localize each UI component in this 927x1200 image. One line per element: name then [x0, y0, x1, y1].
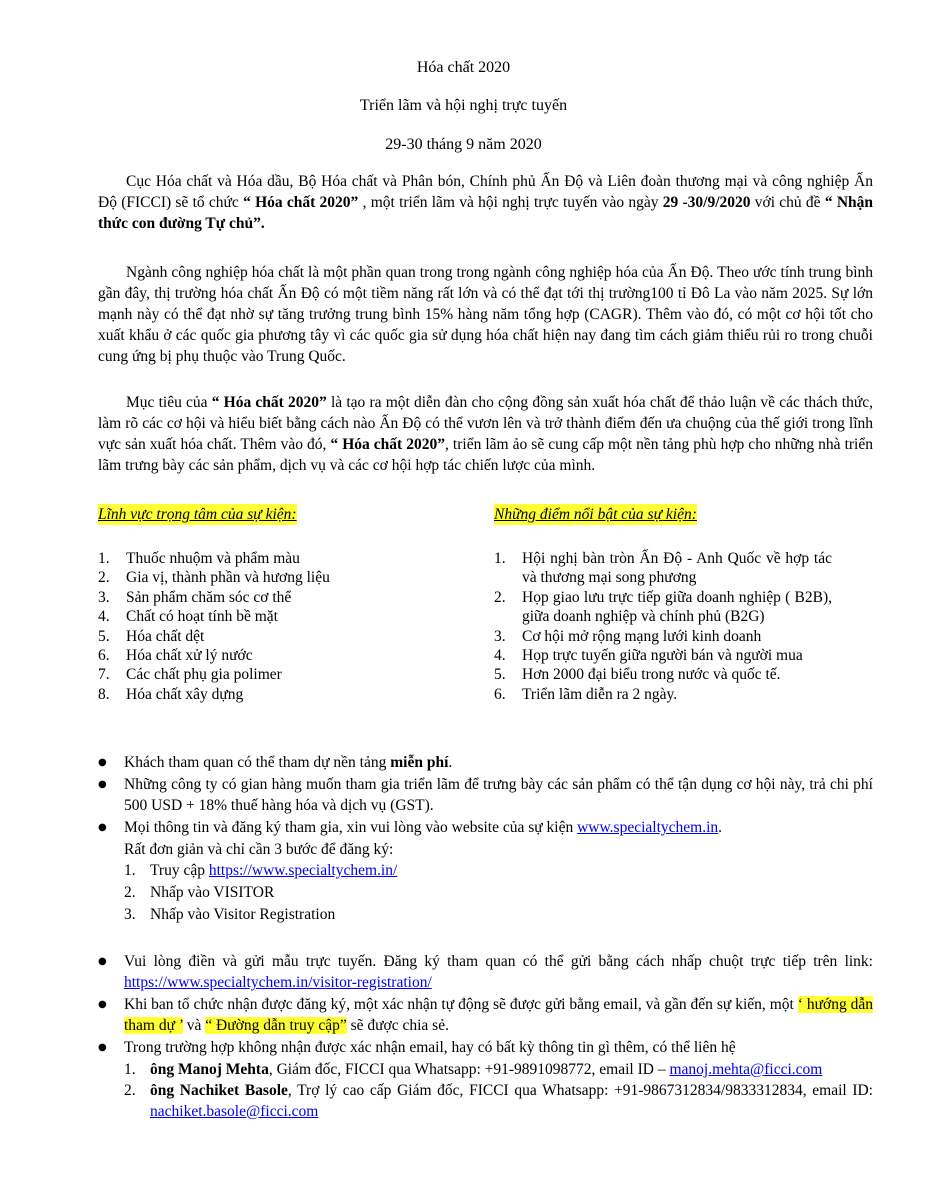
list-text: Họp trực tuyến giữa người bán và người mua — [522, 647, 803, 665]
industry-paragraph: Ngành công nghiệp hóa chất là một phần quan trong trong ngành công nghiệp hóa của Ấn Độ. Theo ước tính trung bình gần đây, thị trường hóa chất Ấn Độ có một tiềm năng rất lớn và có thể đạt tới thị trường100 tỉ Đô La vào năm 2025. Sự lớn mạnh này có thể đạt nhờ sự tăng trưởng trung bình 15% hàng năm tổng hợp (CAGR). Thêm vào đó, có một cơ hội tốt cho xuất khẩu ở các quốc gia phương tây vì các quốc gia sử dụng hóa chất hiện nay đang tìm cách giảm thiểu rủi ro trong chuỗi cung ứng bị phụ thuộc vào Trung Quốc. — [98, 264, 873, 365]
bullet-online-form — [98, 951, 873, 993]
bullet-free-admission — [98, 752, 873, 773]
text-run: Mọi thông tin và đăng ký tham gia, xin vui lòng vào website của sự kiện — [124, 819, 578, 836]
bullet-dot-icon: ● — [98, 999, 107, 1010]
text-run: Trong trường hợp không nhận được xác nhận email, hay có bất kỳ thông tin gì thêm, có thể liên hệ — [124, 1039, 736, 1056]
bullet-dot-icon: ● — [98, 956, 107, 967]
document-title: Hóa chất 2020 — [416, 59, 511, 76]
text-run: Mục tiêu của — [126, 394, 212, 411]
text-run: , một triển lãm và hội nghị trực tuyến vào ngày — [362, 194, 663, 211]
list-text: Thuốc nhuộm và phẩm màu — [126, 550, 300, 567]
highlights-heading: Những điểm nổi bật của sự kiện: — [494, 506, 697, 523]
list-text: Truy cập — [150, 862, 209, 879]
text-run: với chủ đề — [750, 194, 825, 211]
homepage-link[interactable]: https://www.specialtychem.in/ — [208, 862, 398, 879]
list-text: Các chất phụ gia polimer — [126, 666, 282, 684]
list-text: Hóa chất xây dựng — [126, 685, 244, 703]
list-number: 4. — [494, 647, 506, 665]
free-bold: miễn phí — [390, 754, 449, 771]
bullet-dot-icon: ● — [98, 779, 107, 790]
list-number: 6. — [98, 647, 110, 665]
bullet-dot-icon: ● — [98, 1042, 107, 1053]
list-item — [494, 627, 832, 646]
event-name-bold: “ Hóa chất 2020” — [243, 194, 363, 211]
highlighted-guide: ‘ hướng dẫn tham dự ’ — [124, 996, 873, 1034]
highlights-section — [494, 504, 832, 704]
contacts-list — [98, 1059, 873, 1122]
list-text: Hơn 2000 đại biểu trong nước và quốc tế. — [522, 666, 781, 684]
list-text: Chất có hoạt tính bề mặt — [126, 608, 278, 626]
list-item — [124, 904, 873, 926]
list-text: Nhấp vào VISITOR — [150, 884, 275, 901]
list-number: 1. — [124, 1061, 136, 1078]
contact-text: , Giám đốc, FICCI qua Whatsapp: +91-9891098772, email ID – — [268, 1061, 670, 1078]
list-item — [98, 646, 388, 665]
contact-email-link[interactable]: nachiket.basole@ficci.com — [150, 1103, 319, 1120]
list-text: Hóa chất xử lý nước — [126, 647, 253, 665]
contact-email-link[interactable]: manoj.mehta@ficci.com — [669, 1061, 823, 1078]
list-item — [98, 568, 388, 587]
list-number: 2. — [494, 588, 506, 606]
list-item — [494, 665, 832, 684]
list-number: 3. — [124, 906, 136, 923]
text-run: . — [718, 819, 723, 836]
list-number: 1. — [98, 550, 110, 567]
list-item — [98, 549, 388, 568]
list-item — [98, 607, 388, 626]
list-text: Sản phẩm chăm sóc cơ thể — [126, 588, 292, 606]
text-run: Những công ty có gian hàng muốn tham gia triển lãm để trưng bày các sản phẩm có thể tận dụng cơ hội này, trả chi phí 500 USD + 18% thuế hàng hóa và dịch vụ (GST). — [124, 776, 873, 814]
text-run: Khi ban tổ chức nhận được đăng ký, một xác nhận tự động sẽ được gửi bằng email, và gần đến sự kiến, một — [124, 996, 798, 1013]
objective-paragraph — [98, 392, 873, 476]
focus-areas-section — [98, 504, 388, 704]
visitor-registration-link[interactable]: https://www.specialtychem.in/visitor-registration/ — [124, 974, 432, 991]
list-item — [124, 882, 873, 904]
list-item — [494, 646, 832, 665]
contact-text: , Trợ lý cao cấp Giám đốc, FICCI qua Whatsapp: +91-9867312834/9833312834, email ID: — [287, 1082, 873, 1099]
list-text: Hóa chất dệt — [126, 627, 205, 645]
info-bullets-top — [98, 752, 873, 926]
contact-name: ông Nachiket Basole — [150, 1082, 288, 1099]
list-text: Hội nghị bàn tròn Ấn Độ - Anh Quốc về hợp tác và thương mại song phương — [522, 550, 832, 587]
list-text: Triển lãm diễn ra 2 ngày. — [522, 685, 678, 703]
event-date-bold: 29 -30/9/2020 — [662, 194, 751, 211]
highlighted-access-link: “ Đường dẫn truy cập” — [205, 1017, 347, 1034]
contact-name: ông Manoj Mehta — [150, 1061, 269, 1078]
text-run: , triển lãm ảo sẽ cung cấp một nền tảng phù hợp cho những nhà triển lãm trưng bày các sản phẩm, dịch vụ và các cơ hội hợp tác chiến lược của mình. — [98, 436, 873, 474]
event-name-bold: “ Hóa chất 2020” — [211, 394, 327, 411]
list-number: 6. — [494, 685, 506, 703]
list-number: 2. — [124, 1082, 136, 1099]
text-run: sẽ được chia sẻ. — [346, 1017, 449, 1034]
list-number: 3. — [98, 588, 110, 606]
bullet-exhibitor-fee — [98, 774, 873, 816]
registration-steps-list — [98, 860, 873, 926]
list-text: Nhấp vào Visitor Registration — [150, 906, 336, 923]
focus-areas-heading: Lĩnh vực trọng tâm của sự kiện: — [98, 506, 297, 523]
list-item — [98, 588, 388, 607]
text-run: là tạo ra một diễn đàn cho cộng đồng sản xuất hóa chất để thảo luận về các thách thức, làm rõ các cơ hội và hiểu biết bằng cách nào Ấn Độ có thể vươn lên và trở thành điểm đến ưa chuộng của thế giới trong lĩnh vực sản xuất hóa chất. Thêm vào đó, — [98, 394, 873, 453]
event-name-bold: “ Hóa chất 2020” — [330, 436, 445, 453]
list-number: 8. — [98, 685, 110, 703]
list-item — [494, 588, 832, 627]
document-subtitle: Triển lãm và hội nghị trực tuyến — [359, 97, 568, 114]
list-number: 3. — [494, 627, 506, 645]
text-run: . — [448, 754, 453, 771]
list-number: 1. — [494, 550, 506, 567]
text-run: và — [182, 1017, 206, 1034]
list-number: 2. — [98, 569, 110, 587]
intro-paragraph — [98, 171, 873, 234]
list-number: 7. — [98, 666, 110, 684]
list-item — [98, 685, 388, 704]
list-item — [98, 665, 388, 684]
registration-steps-intro: Rất đơn giản và chỉ cần 3 bước để đăng ký: — [124, 841, 394, 858]
contact-item — [124, 1059, 873, 1080]
highlights-list — [494, 549, 832, 704]
text-run: Vui lòng điền và gửi mẫu trực tuyến. Đăng ký tham quan có thể gửi bằng cách nhấp chuột trực tiếp trên link: — [124, 953, 873, 970]
focus-areas-list — [98, 549, 388, 704]
bullet-contacts — [98, 1037, 873, 1058]
contact-item — [124, 1080, 873, 1122]
text-run: Khách tham quan có thể tham dự nền tảng — [124, 754, 391, 771]
event-theme-bold: “ Nhận thức con đường Tự chủ”. — [98, 194, 874, 232]
list-item — [494, 549, 832, 588]
bullet-dot-icon: ● — [98, 757, 107, 768]
list-number: 5. — [494, 666, 506, 684]
list-number: 5. — [98, 627, 110, 645]
event-dates: 29-30 tháng 9 năm 2020 — [385, 136, 542, 153]
list-item — [98, 627, 388, 646]
list-number: 4. — [98, 608, 110, 626]
bullet-registration-info — [98, 817, 873, 838]
list-item — [494, 685, 832, 704]
list-text: Họp giao lưu trực tiếp giữa doanh nghiệp ( B2B), giữa doanh nghiệp và chính phủ (B2G) — [522, 588, 832, 626]
list-text: Cơ hội mở rộng mạng lưới kinh doanh — [522, 627, 762, 645]
website-link[interactable]: www.specialtychem.in — [577, 819, 719, 836]
list-number: 1. — [124, 862, 136, 879]
text-run: Cục Hóa chất và Hóa dầu, Bộ Hóa chất và Phân bón, Chính phủ Ấn Độ và Liên đoàn thương mại và công nghiệp Ấn Độ (FICCI) sẽ tổ chức — [98, 173, 873, 211]
list-number: 2. — [124, 884, 136, 901]
list-text: Gia vị, thành phần và hương liệu — [126, 569, 330, 587]
list-item — [124, 860, 873, 882]
bullet-dot-icon: ● — [98, 822, 107, 833]
bullet-confirmation — [98, 994, 873, 1036]
info-bullets-bottom — [98, 951, 873, 1122]
